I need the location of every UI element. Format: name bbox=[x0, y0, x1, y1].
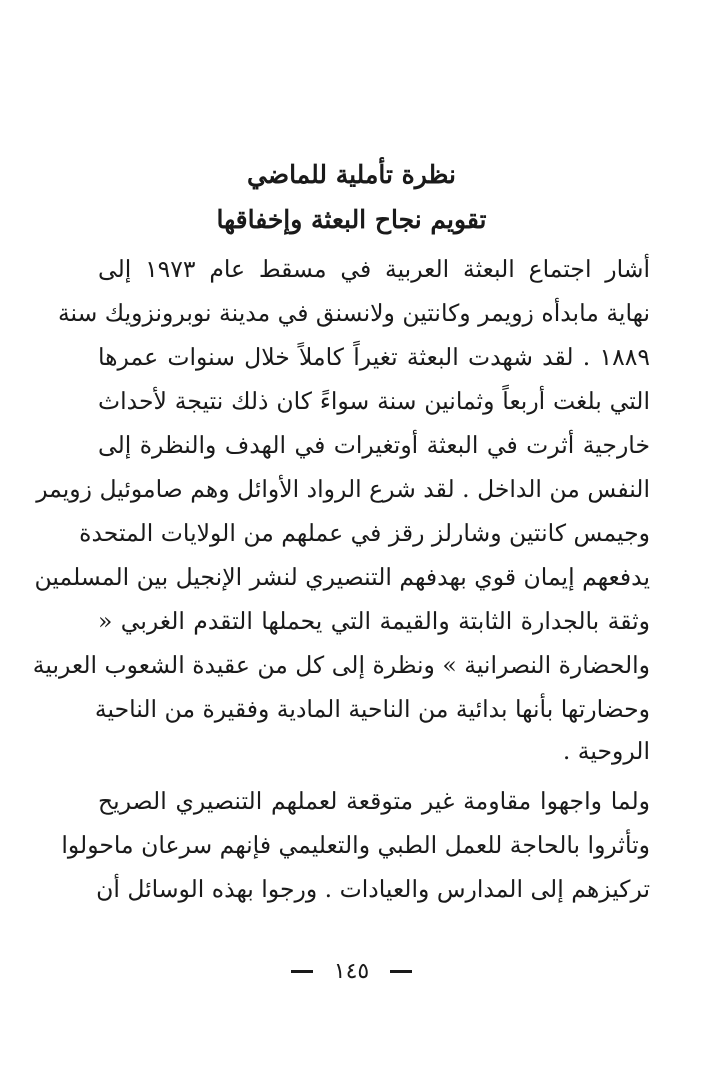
text-line: وثقة بالجدارة الثابتة والقيمة التي يحملها التقدم الغربي « bbox=[98, 607, 650, 635]
text-line: وتأثروا بالحاجة للعمل الطبي والتعليمي فإنهم سرعان ماحولوا bbox=[61, 831, 650, 859]
text-line: خارجية أثرت في البعثة أوتغيرات في الهدف والنظرة إلى bbox=[98, 431, 650, 459]
text-line: التي بلغت أربعاً وثمانين سنة سواءً كان ذلك نتيجة لأحداث bbox=[98, 387, 650, 415]
text-line: النفس من الداخل . لقد شرع الرواد الأوائل وهم صاموئيل زويمر bbox=[36, 475, 650, 503]
text-line: ولما واجهوا مقاومة غير متوقعة لعملهم التنصيري الصريح bbox=[98, 787, 650, 815]
footer-dash-left bbox=[291, 970, 313, 973]
text-line: والحضارة النصرانية » ونظرة إلى كل من عقيدة الشعوب العربية bbox=[32, 651, 650, 679]
text-line: ١٨٨٩ . لقد شهدت البعثة تغيراً كاملاً خلال سنوات عمرها bbox=[98, 343, 650, 371]
page-number: ١٤٥ bbox=[333, 958, 370, 984]
text-line: الروحية . bbox=[562, 737, 650, 765]
chapter-title: نظرة تأملية للماضي bbox=[247, 160, 456, 189]
text-line: أشار اجتماع البعثة العربية في مسقط عام ١٩٧٣ إلى bbox=[98, 255, 650, 283]
text-line: نهاية مابدأه زويمر وكانتين ولانسنق في مدينة نوبرونزويك سنة bbox=[57, 299, 650, 327]
chapter-subtitle: تقويم نجاح البعثة وإخفاقها bbox=[216, 205, 487, 234]
footer-dash-right bbox=[390, 970, 412, 973]
text-line: تركيزهم إلى المدارس والعيادات . ورجوا بهذه الوسائل أن bbox=[96, 875, 650, 903]
text-line: وجيمس كانتين وشارلز رقز في عملهم من الولايات المتحدة bbox=[79, 519, 650, 547]
text-line: يدفعهم إيمان قوي بهدفهم التنصيري لنشر الإنجيل بين المسلمين bbox=[34, 563, 650, 591]
page-footer bbox=[0, 958, 703, 984]
text-line: وحضارتها بأنها بدائية من الناحية المادية وفقيرة من الناحية bbox=[94, 695, 650, 723]
